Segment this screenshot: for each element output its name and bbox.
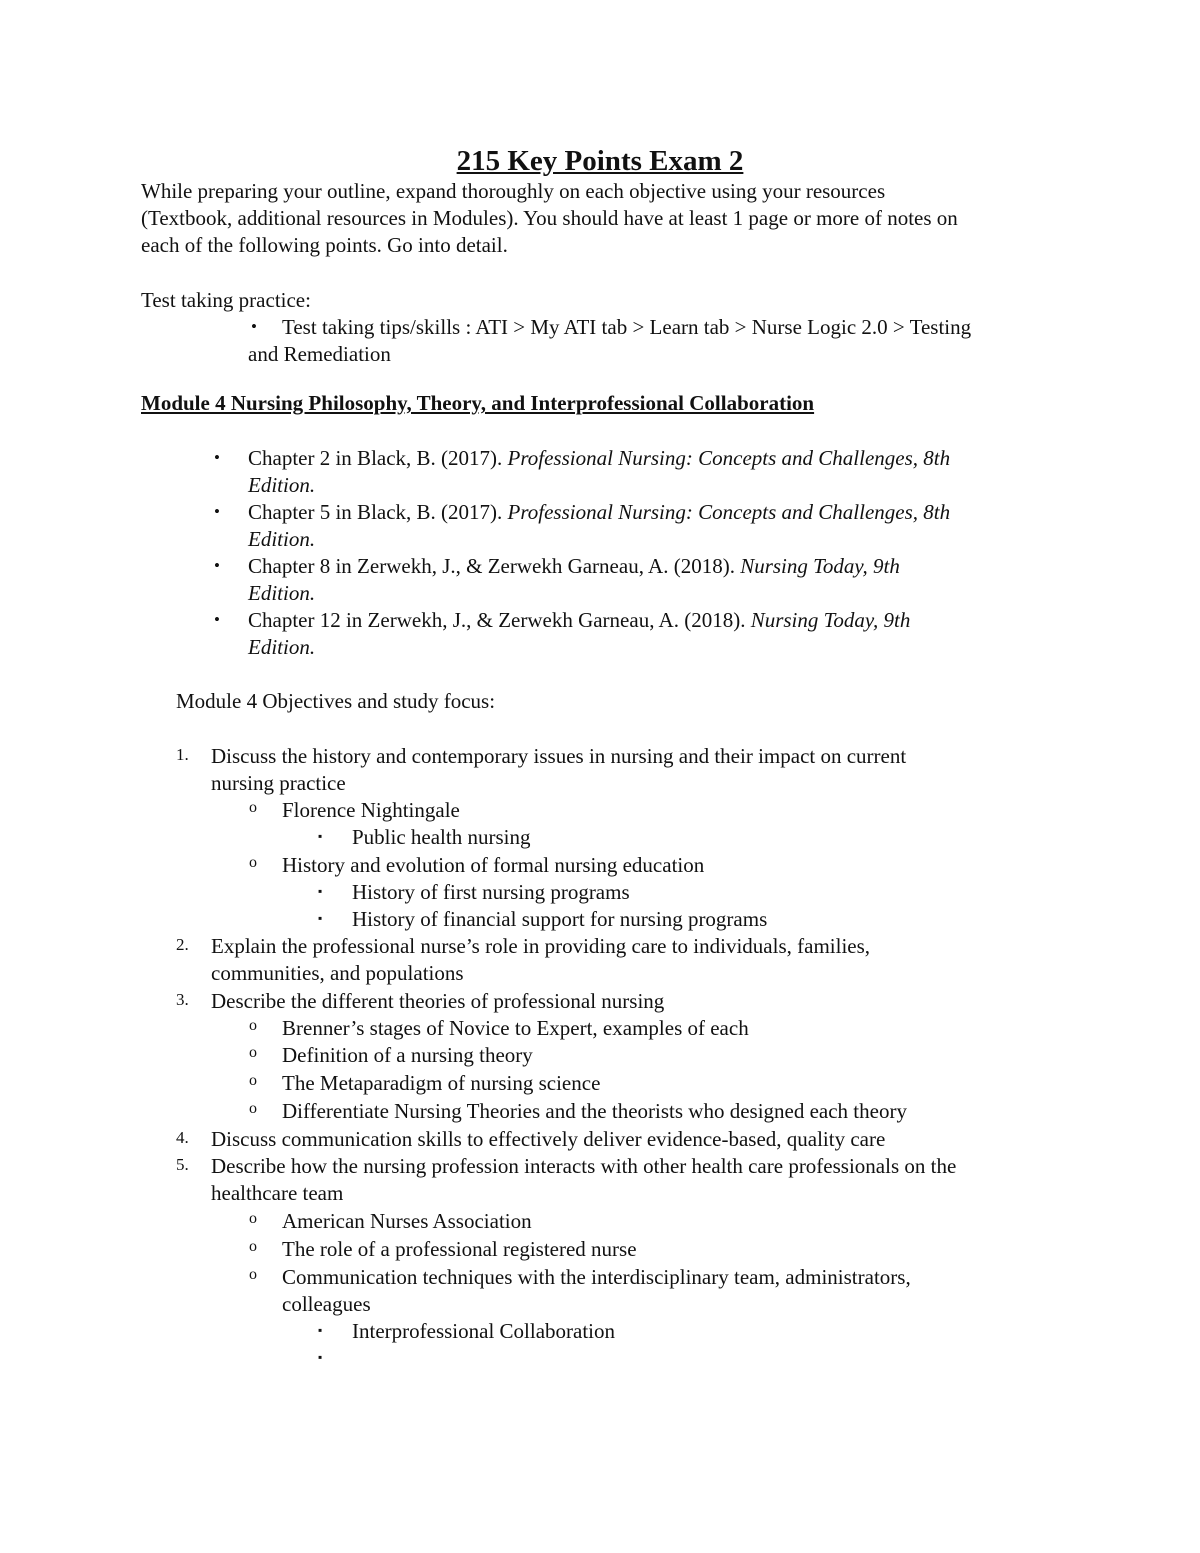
objective-2-line1: Explain the professional nurse’s role in providing care to individuals, families,: [211, 934, 871, 958]
circle-marker: o: [249, 1210, 257, 1227]
circle-marker: o: [249, 854, 257, 871]
bullet-marker: •: [214, 448, 220, 467]
objective-5-line2: healthcare team: [211, 1181, 344, 1205]
sub-item: Differentiate Nursing Theories and the theorists who designed each theory: [282, 1099, 907, 1123]
sub-sub-item: Interprofessional Collaboration: [352, 1319, 616, 1343]
sub-item: American Nurses Association: [282, 1209, 532, 1233]
circle-marker: o: [249, 1044, 257, 1061]
objective-1-line1: Discuss the history and contemporary issues in nursing and their impact on current: [211, 744, 907, 768]
sub-item: The role of a professional registered nurse: [282, 1237, 637, 1261]
reading-item-cont: Edition.: [248, 635, 316, 659]
sub-item: The Metaparadigm of nursing science: [282, 1071, 601, 1095]
sub-item-cont: colleagues: [282, 1292, 371, 1316]
objective-2-line2: communities, and populations: [211, 961, 464, 985]
square-marker: ▪: [318, 1350, 323, 1364]
circle-marker: o: [249, 799, 257, 816]
reading-item: Chapter 12 in Zerwekh, J., & Zerwekh Garneau, A. (2018). Nursing Today, 9th: [248, 608, 911, 632]
reading-item-cont: Edition.: [248, 581, 316, 605]
objective-4-line1: Discuss communication skills to effectively deliver evidence-based, quality care: [211, 1127, 886, 1151]
circle-marker: o: [249, 1017, 257, 1034]
list-number: 2.: [176, 935, 189, 954]
sub-item: Communication techniques with the interdisciplinary team, administrators,: [282, 1265, 911, 1289]
bullet-marker: •: [214, 556, 220, 575]
intro-paragraph: [141, 178, 1071, 259]
circle-marker: o: [249, 1072, 257, 1089]
sub-sub-item: History of first nursing programs: [352, 880, 630, 904]
bullet-marker: •: [214, 502, 220, 521]
square-marker: ▪: [318, 884, 323, 898]
circle-marker: o: [249, 1100, 257, 1117]
sub-sub-item: History of financial support for nursing programs: [352, 907, 768, 931]
list-number: 1.: [176, 745, 189, 764]
list-number: 5.: [176, 1155, 189, 1174]
sub-sub-item: Public health nursing: [352, 825, 531, 849]
list-number: 3.: [176, 990, 189, 1009]
intro-line: While preparing your outline, expand thoroughly on each objective using your resources: [141, 179, 886, 203]
test-practice-bullet-line2: and Remediation: [248, 342, 391, 366]
sub-item: Brenner’s stages of Novice to Expert, examples of each: [282, 1016, 749, 1040]
module-heading: Module 4 Nursing Philosophy, Theory, and Interprofessional Collaboration: [141, 391, 815, 415]
square-marker: ▪: [318, 911, 323, 925]
sub-item: History and evolution of formal nursing education: [282, 853, 705, 877]
page-title: 215 Key Points Exam 2: [456, 145, 744, 177]
square-marker: ▪: [318, 1323, 323, 1337]
objectives-heading: Module 4 Objectives and study focus:: [176, 689, 496, 713]
circle-marker: o: [249, 1266, 257, 1283]
sub-item: Definition of a nursing theory: [282, 1043, 533, 1067]
square-marker: ▪: [318, 829, 323, 843]
reading-item: Chapter 8 in Zerwekh, J., & Zerwekh Garneau, A. (2018). Nursing Today, 9th: [248, 554, 900, 578]
sub-item: Florence Nightingale: [282, 798, 460, 822]
bullet-marker: •: [214, 610, 220, 629]
intro-line: (Textbook, additional resources in Modules). You should have at least 1 page or more of notes on: [141, 206, 958, 230]
objective-3-line1: Describe the different theories of professional nursing: [211, 989, 665, 1013]
objective-5-line1: Describe how the nursing profession interacts with other health care professionals on the: [211, 1154, 957, 1178]
intro-line: each of the following points. Go into detail.: [141, 233, 508, 257]
bullet-marker: •: [251, 317, 257, 336]
test-practice-bullet-line1: Test taking tips/skills : ATI > My ATI tab > Learn tab > Nurse Logic 2.0 > Testing: [282, 315, 972, 339]
list-number: 4.: [176, 1128, 189, 1147]
circle-marker: o: [249, 1238, 257, 1255]
reading-item: Chapter 5 in Black, B. (2017). Professional Nursing: Concepts and Challenges, 8th: [248, 500, 951, 524]
reading-item: Chapter 2 in Black, B. (2017). Professional Nursing: Concepts and Challenges, 8th: [248, 446, 951, 470]
reading-item-cont: Edition.: [248, 473, 316, 497]
reading-item-cont: Edition.: [248, 527, 316, 551]
objective-1-line2: nursing practice: [211, 771, 346, 795]
test-practice-heading: Test taking practice:: [141, 288, 311, 312]
